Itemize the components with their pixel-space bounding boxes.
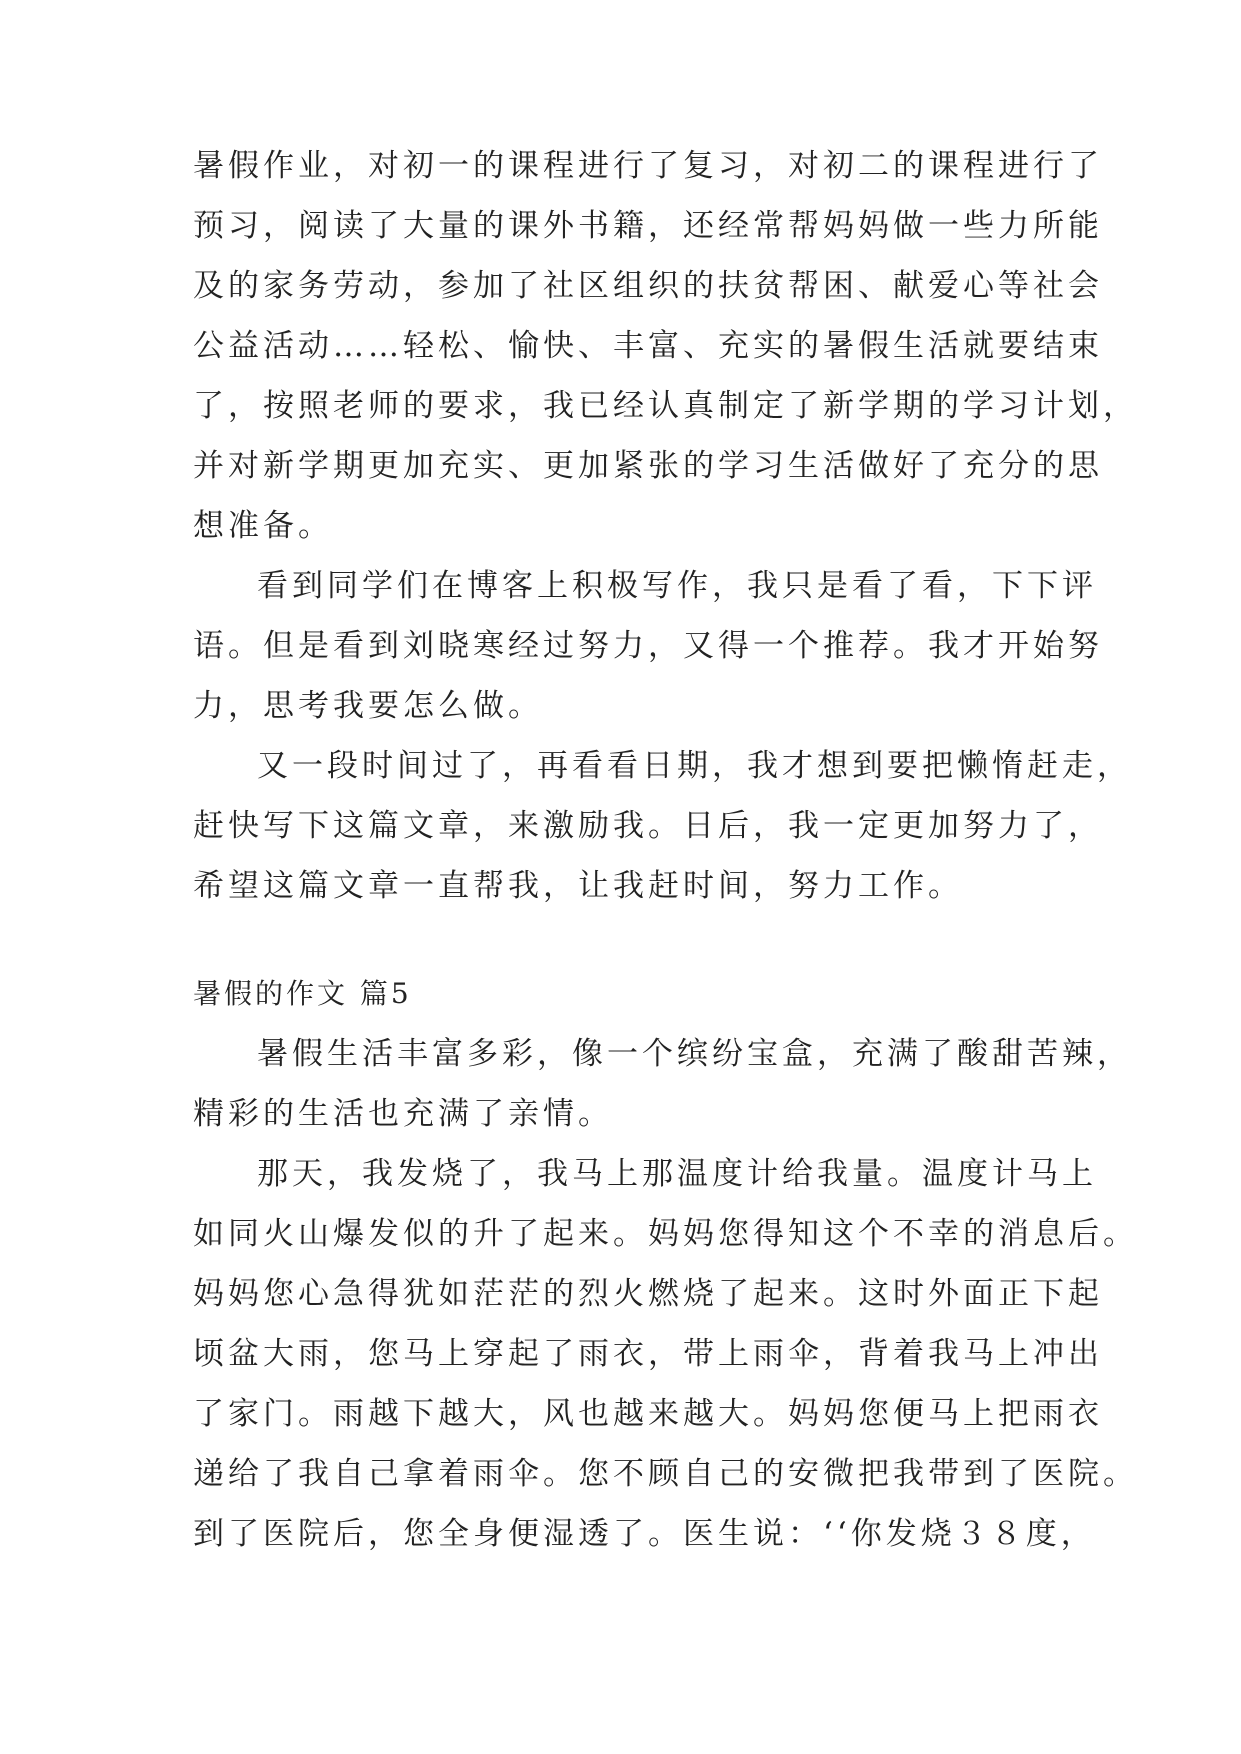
text-line: 到了医院后，您全身便湿透了。医生说：‘‘你发烧３８度， <box>193 1516 1096 1552</box>
text-line: 又一段时间过了，再看看日期，我才想到要把懒惰赶走， <box>257 748 1132 784</box>
text-line: 递给了我自己拿着雨伞。您不顾自己的安微把我带到了医院。 <box>193 1456 1138 1492</box>
text-line: 暑假生活丰富多彩，像一个缤纷宝盒，充满了酸甜苦辣， <box>257 1036 1132 1072</box>
text-line: 那天，我发烧了，我马上那温度计给我量。温度计马上 <box>257 1156 1097 1192</box>
text-line: 力，思考我要怎么做。 <box>193 688 543 724</box>
text-line: 想准备。 <box>193 508 333 544</box>
text-line: 及的家务劳动，参加了社区组织的扶贫帮困、献爱心等社会 <box>193 268 1103 304</box>
text-line: 暑假作业，对初一的课程进行了复习，对初二的课程进行了 <box>193 148 1103 184</box>
text-line: 妈妈您心急得犹如茫茫的烈火燃烧了起来。这时外面正下起 <box>193 1276 1103 1312</box>
text-line: 了，按照老师的要求，我已经认真制定了新学期的学习计划， <box>193 388 1138 424</box>
text-line: 赶快写下这篇文章，来激励我。日后，我一定更加努力了， <box>193 808 1103 844</box>
text-line: 看到同学们在博客上积极写作，我只是看了看，下下评 <box>257 568 1097 604</box>
text-line: 公益活动……轻松、愉快、丰富、充实的暑假生活就要结束 <box>193 328 1103 364</box>
text-line: 预习，阅读了大量的课外书籍，还经常帮妈妈做一些力所能 <box>193 208 1103 244</box>
text-line: 了家门。雨越下越大，风也越来越大。妈妈您便马上把雨衣 <box>193 1396 1103 1432</box>
section-heading: 暑假的作文 篇5 <box>193 977 412 1010</box>
text-line: 并对新学期更加充实、更加紧张的学习生活做好了充分的思 <box>193 448 1103 484</box>
text-line: 如同火山爆发似的升了起来。妈妈您得知这个不幸的消息后。 <box>193 1216 1138 1252</box>
text-line: 语。但是看到刘晓寒经过努力，又得一个推荐。我才开始努 <box>193 628 1103 664</box>
text-line: 希望这篇文章一直帮我，让我赶时间，努力工作。 <box>193 868 963 904</box>
text-line: 精彩的生活也充满了亲情。 <box>193 1096 613 1132</box>
text-line: 顷盆大雨，您马上穿起了雨衣，带上雨伞，背着我马上冲出 <box>193 1336 1103 1372</box>
